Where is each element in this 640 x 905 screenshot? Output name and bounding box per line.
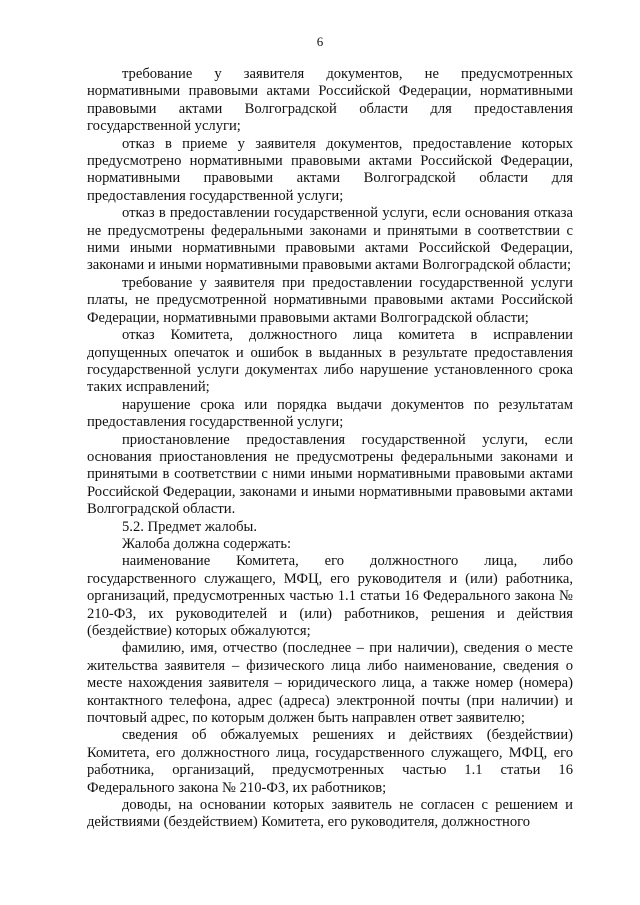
paragraph-suspension: приостановление предоставления государственной услуги, если основания приостановления не предусмотрены федеральными законами и принятыми в соответствии с ними иными нормативными правовыми актами Российской Федерации, законами и иными нормативными правовыми актами Волгоградской области.: [87, 431, 573, 518]
document-text: [87, 66, 573, 832]
paragraph-requirement-documents: требование у заявителя документов, не предусмотренных нормативными правовыми актами Российской Федерации, нормативными правовыми актами Волгоградской области для предоставления государственной услуги;: [87, 66, 573, 135]
paragraph-complaint-contents-intro: Жалоба должна содержать:: [122, 535, 292, 552]
paragraph-refusal-acceptance: отказ в приеме у заявителя документов, предоставление которых предусмотрено нормативными правовыми актами Российской Федерации, нормативными правовыми актами Волгоградской области для предоставления государственной услуги;: [87, 135, 573, 204]
paragraph-requirement-fee: требование у заявителя при предоставлении государственной услуги платы, не предусмотренной нормативными правовыми актами Российской Федерации, нормативными правовыми актами Волгоградской области;: [87, 274, 573, 326]
paragraph-complaint-arguments: доводы, на основании которых заявитель не согласен с решением и действиями (бездействием) Комитета, его руководителя, должностного: [87, 797, 573, 831]
paragraph-refusal-corrections: отказ Комитета, должностного лица комитета в исправлении допущенных опечаток и ошибок в выданных в результате предоставления государственной услуги документах либо нарушение установленного срока таких исправлений;: [87, 327, 573, 396]
paragraph-complaint-body-name: наименование Комитета, его должностного лица, либо государственного служащего, МФЦ, его руководителя и (или) работника, организаций, предусмотренных частью 1.1 статьи 16 Федерального закона № 210-ФЗ, их руководителей и (или) работников, решения и действия (бездействие) которых обжалуются;: [87, 553, 573, 639]
paragraph-refusal-service: отказ в предоставлении государственной услуги, если основания отказа не предусмотрены федеральными законами и принятыми в соответствии с ними иными нормативными правовыми актами Российской Федерации, законами и иными нормативными правовыми актами Волгоградской области;: [87, 205, 573, 274]
paragraph-complaint-decisions-info: сведения об обжалуемых решениях и действиях (бездействии) Комитета, его должностного лица, государственного служащего, МФЦ, его работника, организаций, предусмотренных частью 1.1 статьи 16 Федерального закона № 210-ФЗ, их работников;: [87, 727, 573, 796]
paragraph-complaint-applicant-info: фамилию, имя, отчество (последнее – при наличии), сведения о месте жительства заявителя – физического лица либо наименование, сведения о месте нахождения заявителя – юридического лица, а также номер (номера) контактного телефона, адрес (адреса) электронной почты (при наличии) и почтовый адрес, по которым должен быть направлен ответ заявителю;: [87, 640, 573, 727]
page-number: 6: [316, 34, 324, 49]
paragraph-issuance-violation: нарушение срока или порядка выдачи документов по результатам предоставления государственной услуги;: [87, 396, 573, 431]
section-heading-complaint-subject: 5.2. Предмет жалобы.: [122, 518, 257, 535]
